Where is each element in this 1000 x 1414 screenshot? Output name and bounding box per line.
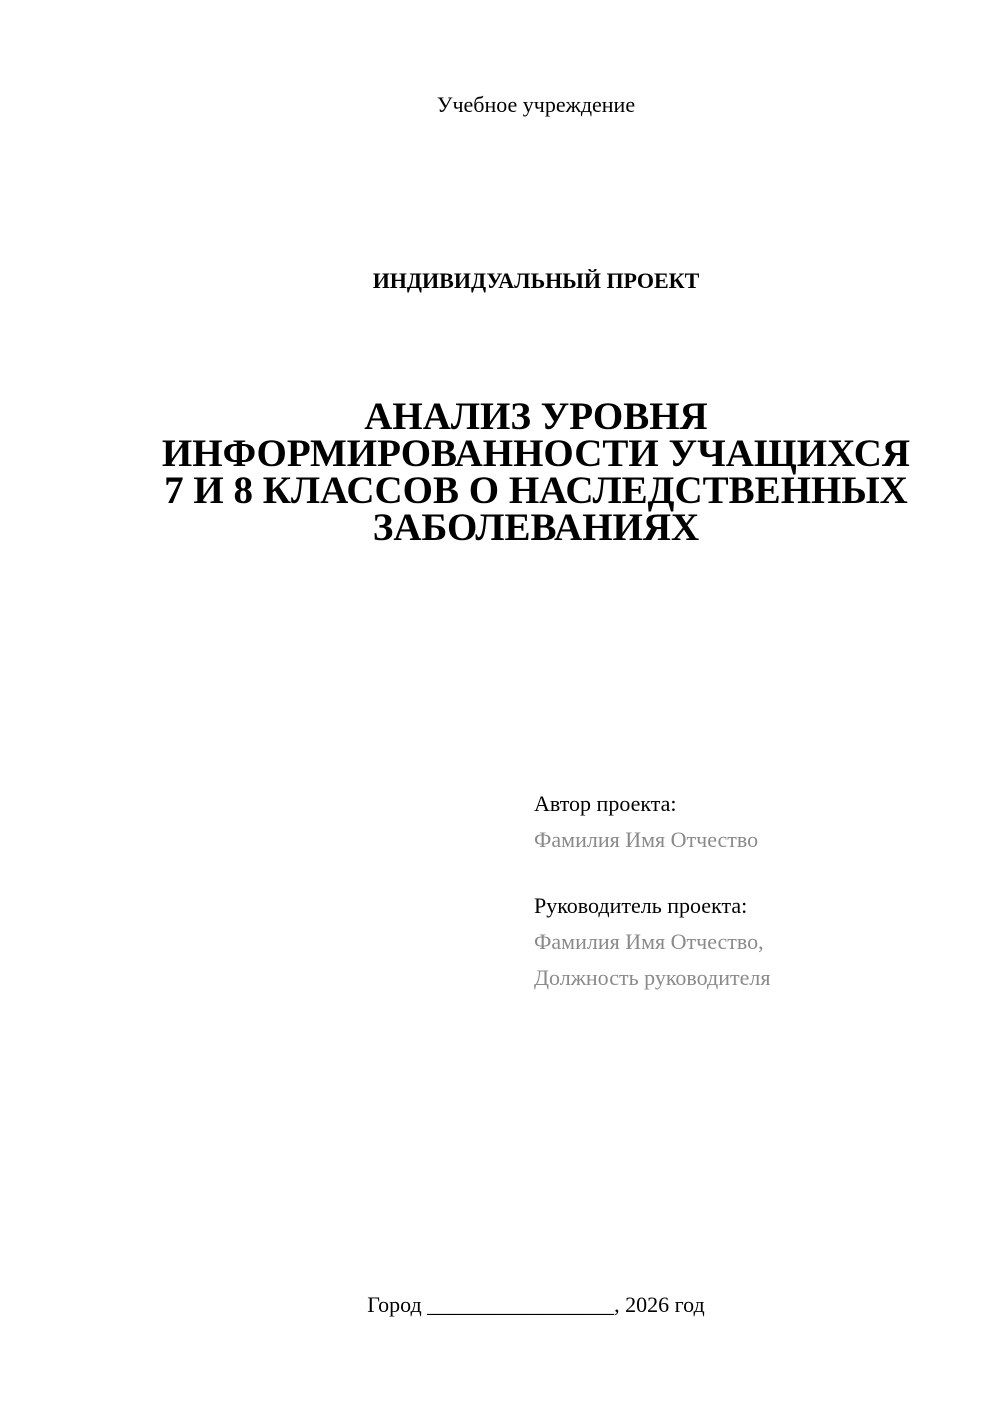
year-text: , 2026 год xyxy=(614,1292,705,1317)
project-title xyxy=(0,395,1000,549)
credits-spacer xyxy=(534,858,974,888)
supervisor-name-placeholder: Фамилия Имя Отчество, xyxy=(534,929,764,954)
city-year-line xyxy=(0,1290,1000,1320)
project-title-line: ИНФОРМИРОВАННОСТИ УЧАЩИХСЯ xyxy=(161,432,911,475)
project-title-line: 7 И 8 КЛАССОВ О НАСЛЕДСТВЕННЫХ xyxy=(164,469,908,512)
author-label: Автор проекта: xyxy=(534,791,677,816)
supervisor-position-placeholder: Должность руководителя xyxy=(534,965,771,990)
project-title-line: ЗАБОЛЕВАНИЯХ xyxy=(372,506,700,549)
city-label: Город xyxy=(367,1292,422,1317)
project-title-line: АНАЛИЗ УРОВНЯ xyxy=(364,395,708,438)
author-name-placeholder: Фамилия Имя Отчество xyxy=(534,827,759,852)
supervisor-label: Руководитель проекта: xyxy=(534,893,748,918)
project-credits xyxy=(534,786,974,996)
city-blank: _________________ xyxy=(427,1292,615,1317)
institution-name: Учебное учреждение xyxy=(436,92,636,117)
project-type-heading: ИНДИВИДУАЛЬНЫЙ ПРОЕКТ xyxy=(372,268,700,293)
